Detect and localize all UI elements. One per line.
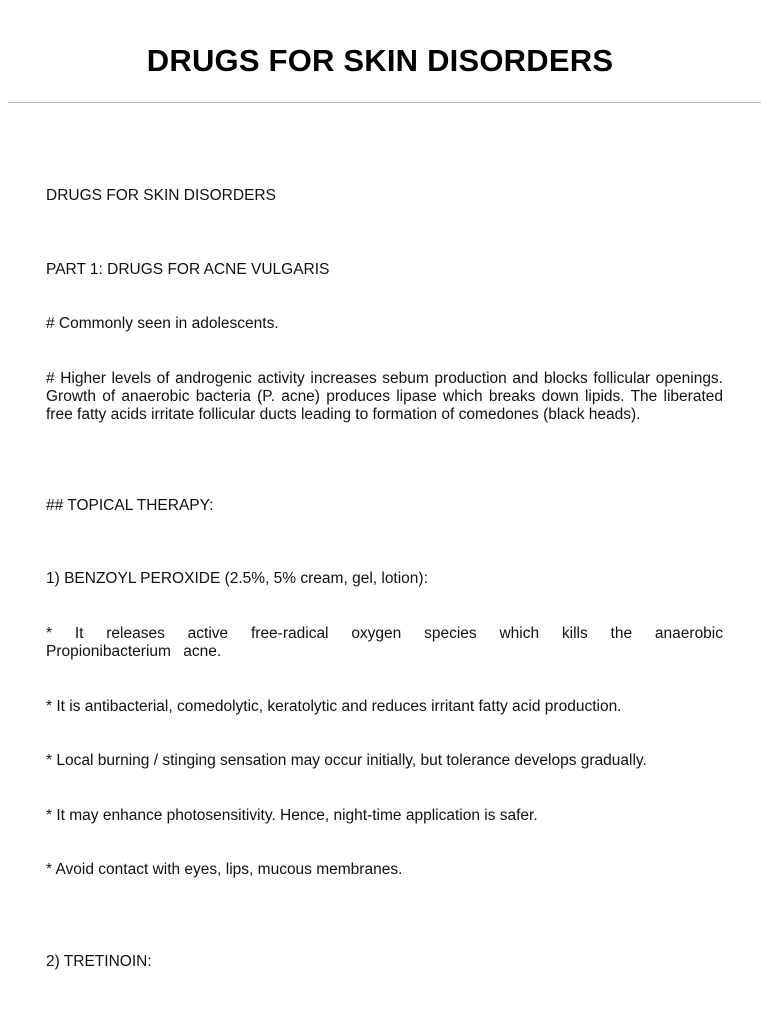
drug-heading-tretinoin: 2) TRETINOIN: xyxy=(46,953,152,970)
bullet-antibacterial: * It is antibacterial, comedolytic, keratolytic and reduces irritant fatty acid production. xyxy=(46,698,622,715)
bullet-photosensitivity: * It may enhance photosensitivity. Hence, night-time application is safer. xyxy=(46,807,538,824)
bullet-local-burning: * Local burning / stinging sensation may occur initially, but tolerance develops gradually. xyxy=(46,752,647,769)
paragraph-androgenic: # Higher levels of androgenic activity increases sebum production and blocks follicular openings. Growth of anaerobic bacteria (P. acne) produces lipase which breaks down lipids. The liberated free fatty acids irritate follicular ducts leading to formation of comedones (black heads). xyxy=(46,370,723,424)
section-heading-topical: ## TOPICAL THERAPY: xyxy=(46,497,214,514)
paragraph-adolescents: # Commonly seen in adolescents. xyxy=(46,315,279,332)
page-title: DRUGS FOR SKIN DISORDERS xyxy=(146,43,614,78)
bullet-avoid-contact: * Avoid contact with eyes, lips, mucous membranes. xyxy=(46,861,403,878)
document-heading: DRUGS FOR SKIN DISORDERS xyxy=(46,187,276,204)
title-divider xyxy=(8,102,761,103)
bullet-free-radical: * It releases active free-radical oxygen species which kills the anaerobic Propionibacterium acne. xyxy=(46,625,723,661)
drug-heading-benzoyl: 1) BENZOYL PEROXIDE (2.5%, 5% cream, gel, lotion): xyxy=(46,570,428,587)
part-heading: PART 1: DRUGS FOR ACNE VULGARIS xyxy=(46,261,330,278)
